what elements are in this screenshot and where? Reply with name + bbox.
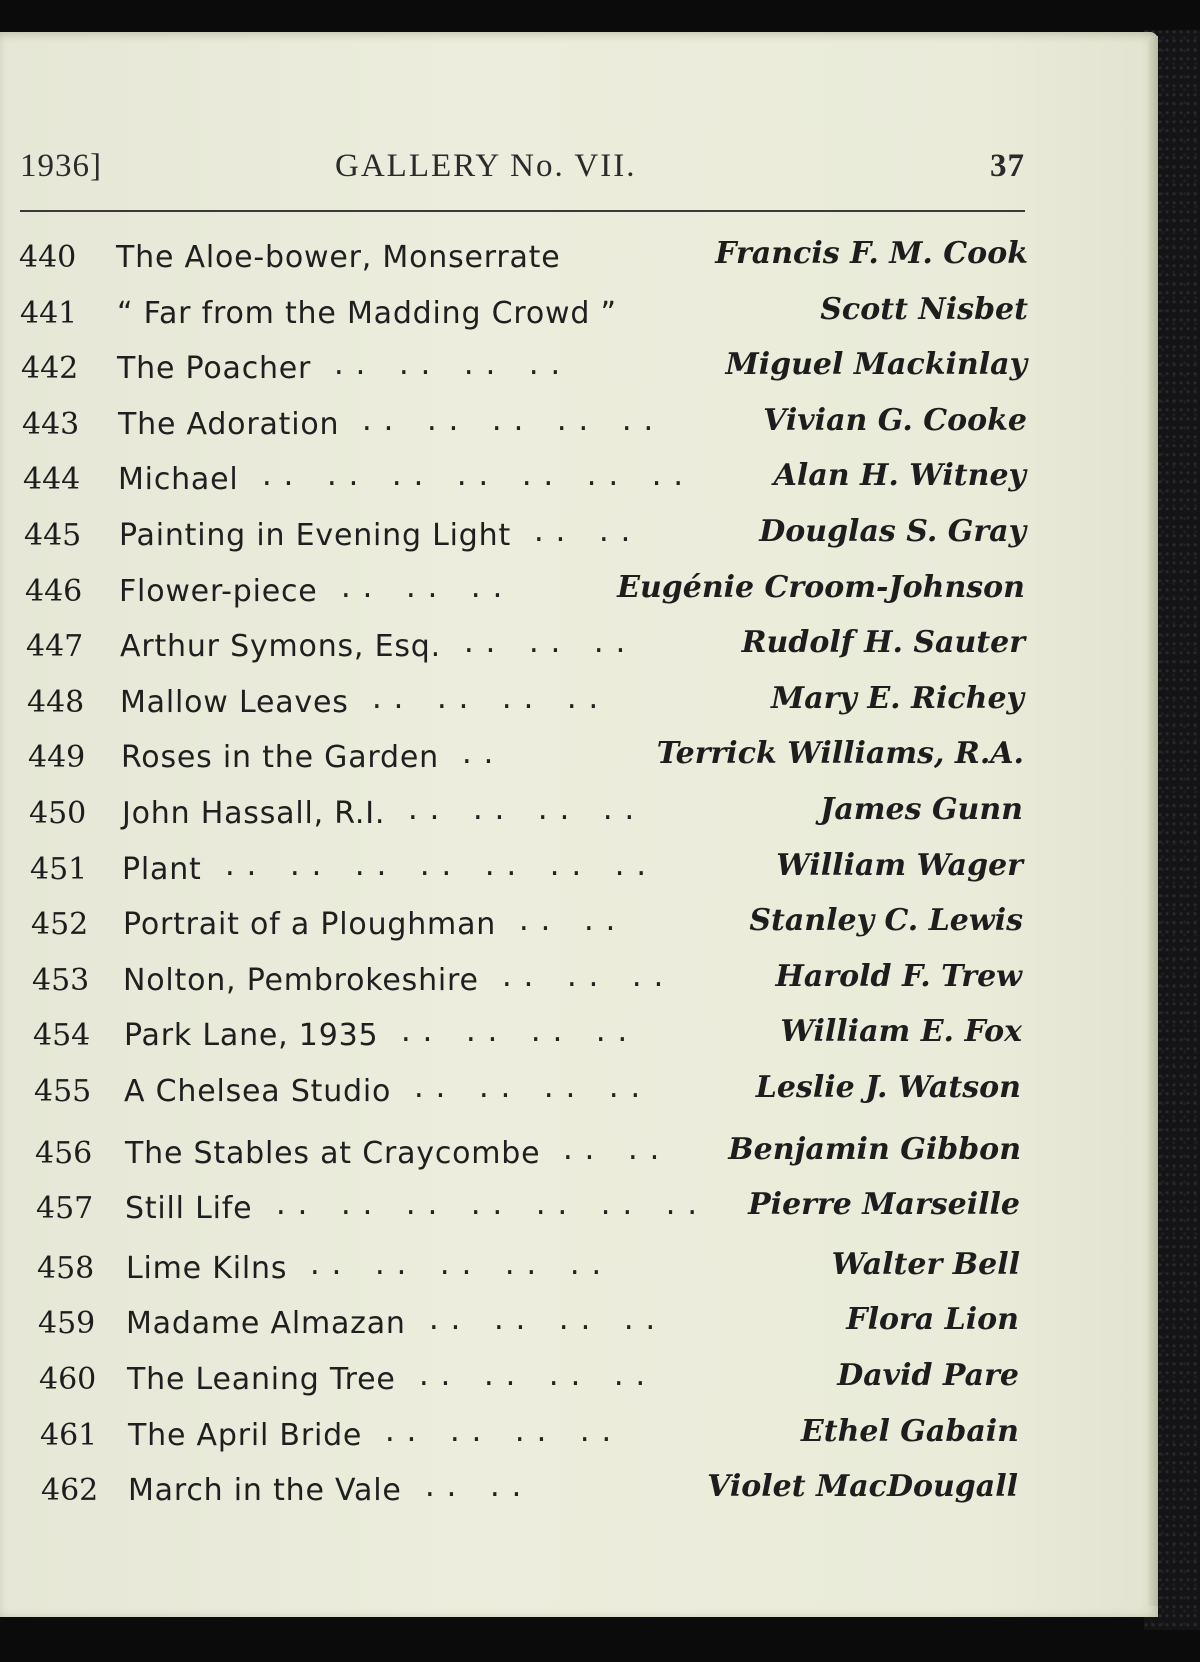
entry-title: Mallow Leaves	[120, 685, 349, 720]
entry-number: 449	[28, 740, 86, 775]
entry-number: 444	[23, 462, 81, 497]
entry-title: March in the Vale	[128, 1473, 402, 1508]
page-number: 37	[990, 148, 1025, 184]
catalogue-entry	[0, 1302, 1100, 1356]
entry-title: The April Bride	[128, 1418, 363, 1453]
dot-leader: .. .. ..	[461, 629, 635, 659]
entry-number: 460	[39, 1362, 97, 1397]
entry-number: 458	[37, 1251, 95, 1286]
catalogue-entry	[0, 848, 1100, 902]
entry-artist: Ethel Gabain	[800, 1414, 1019, 1449]
entry-number: 454	[33, 1018, 91, 1053]
catalogue-entry	[0, 1358, 1100, 1412]
dot-leader: .. .. .. ..	[382, 1418, 621, 1448]
entry-artist: Violet MacDougall	[707, 1469, 1018, 1504]
dot-leader: .. .. .. .. ..	[359, 407, 663, 437]
header-year: 1936]	[20, 148, 102, 184]
catalogue-entry	[0, 736, 1100, 790]
dot-leader: .. .. .. ..	[331, 351, 570, 381]
dot-leader: .. ..	[516, 907, 625, 937]
catalogue-entry	[0, 403, 1100, 457]
catalogue-entry	[0, 236, 1100, 290]
entry-artist: Harold F. Trew	[775, 959, 1022, 994]
entry-number: 442	[21, 351, 79, 386]
entry-title: The Leaning Tree	[127, 1362, 396, 1397]
entry-number: 451	[30, 852, 88, 887]
entry-title: The Stables at Craycombe	[125, 1136, 541, 1171]
entry-artist: David Pare	[837, 1358, 1019, 1393]
dot-leader: .. .. ..	[338, 574, 512, 604]
entry-artist: Benjamin Gibbon	[728, 1132, 1021, 1167]
entry-number: 446	[25, 574, 83, 609]
entry-number: 456	[35, 1136, 93, 1171]
entry-title: The Poacher	[117, 351, 312, 386]
entry-artist: Rudolf H. Sauter	[741, 625, 1025, 660]
catalogue-entry	[0, 1014, 1100, 1068]
entry-title: “ Far from the Madding Crowd ”	[117, 296, 617, 331]
dot-leader: .. .. .. ..	[416, 1362, 655, 1392]
dot-leader: .. .. .. .. .. .. ..	[222, 852, 656, 882]
entry-number: 455	[34, 1074, 92, 1109]
catalogue-entry	[0, 458, 1100, 512]
entry-artist: Mary E. Richey	[770, 681, 1024, 716]
entry-number: 441	[20, 296, 78, 331]
entry-artist: Vivian G. Cooke	[763, 403, 1027, 438]
entry-title: Michael	[118, 462, 239, 497]
dot-leader: .. .. .. .. .. .. ..	[259, 462, 693, 492]
entry-title: Painting in Evening Light	[119, 518, 512, 553]
dot-leader: .. ..	[531, 518, 640, 548]
entry-number: 462	[41, 1473, 99, 1508]
catalogue-entry	[0, 1247, 1100, 1301]
entry-number: 445	[24, 518, 82, 553]
entry-artist: Alan H. Witney	[773, 458, 1026, 493]
entry-artist: Flora Lion	[846, 1302, 1019, 1337]
entry-number: 459	[38, 1306, 96, 1341]
catalogue-entry	[0, 1070, 1100, 1124]
catalogue-entry	[0, 1469, 1100, 1523]
entry-artist: Stanley C. Lewis	[749, 903, 1023, 938]
entry-title: Roses in the Garden	[121, 740, 439, 775]
catalogue-entry	[0, 1414, 1100, 1468]
entry-title: The Adoration	[118, 407, 340, 442]
entry-artist: Miguel Mackinlay	[725, 347, 1027, 382]
catalogue-entry	[0, 347, 1100, 401]
entry-number: 448	[27, 685, 85, 720]
entry-artist: James Gunn	[820, 792, 1023, 827]
entry-title: Still Life	[125, 1191, 253, 1226]
entry-artist: Walter Bell	[831, 1247, 1020, 1282]
entry-number: 453	[32, 963, 90, 998]
catalogue-entry	[0, 959, 1100, 1013]
entry-number: 450	[29, 796, 87, 831]
entry-artist: Eugénie Croom-Johnson	[617, 570, 1025, 605]
page-edge	[1148, 36, 1158, 1606]
catalogue-entry	[0, 903, 1100, 957]
entry-artist: Douglas S. Gray	[759, 514, 1026, 549]
dot-leader: .. .. .. ..	[426, 1306, 665, 1336]
entry-artist: Leslie J. Watson	[755, 1070, 1021, 1105]
entry-title: Nolton, Pembrokeshire	[123, 963, 479, 998]
entry-title: The Aloe-bower, Monserrate	[116, 240, 561, 275]
entry-number: 443	[22, 407, 80, 442]
entry-number: 440	[19, 240, 77, 275]
dot-leader: .. .. .. ..	[369, 685, 608, 715]
gallery-title: GALLERY No. VII.	[335, 148, 637, 184]
dot-leader: .. .. ..	[499, 963, 673, 993]
dot-leader: .. .. .. ..	[405, 796, 644, 826]
entry-title: Madame Almazan	[126, 1306, 406, 1341]
entry-number: 461	[40, 1418, 98, 1453]
entry-title: Flower-piece	[119, 574, 318, 609]
entry-artist: Scott Nisbet	[820, 292, 1028, 327]
entry-title: Plant	[122, 852, 202, 887]
entry-artist: Terrick Williams, R.A.	[656, 736, 1024, 771]
catalogue-entry	[0, 681, 1100, 735]
catalogue-entry	[0, 570, 1100, 624]
dot-leader: .. ..	[422, 1473, 531, 1503]
dot-leader: .. .. .. ..	[398, 1018, 637, 1048]
entry-title: Park Lane, 1935	[124, 1018, 379, 1053]
dot-leader: .. .. .. ..	[411, 1074, 650, 1104]
entry-title: Portrait of a Ploughman	[123, 907, 497, 942]
entry-title: John Hassall, R.I.	[122, 796, 386, 831]
dot-leader: .. ..	[560, 1136, 669, 1166]
catalogue-entry	[0, 792, 1100, 846]
entry-artist: Pierre Marseille	[748, 1187, 1020, 1222]
entry-artist: Francis F. M. Cook	[715, 236, 1028, 271]
entry-artist: William E. Fox	[780, 1014, 1022, 1049]
entry-title: Lime Kilns	[126, 1251, 288, 1286]
catalogue-entry	[0, 514, 1100, 568]
entry-number: 452	[31, 907, 89, 942]
catalogue-entry	[0, 292, 1100, 346]
entry-number: 457	[36, 1191, 94, 1226]
entry-title: A Chelsea Studio	[124, 1074, 392, 1109]
catalogue-entry	[0, 1132, 1100, 1186]
entry-title: Arthur Symons, Esq.	[120, 629, 441, 664]
catalogue-entry	[0, 625, 1100, 679]
dot-leader: .. .. .. .. .. .. ..	[273, 1191, 707, 1221]
dot-leader: ..	[459, 740, 503, 770]
entry-artist: William Wager	[776, 848, 1023, 883]
entry-number: 447	[26, 629, 84, 664]
catalogue-entry	[0, 1187, 1100, 1241]
dot-leader: .. .. .. .. ..	[307, 1251, 611, 1281]
